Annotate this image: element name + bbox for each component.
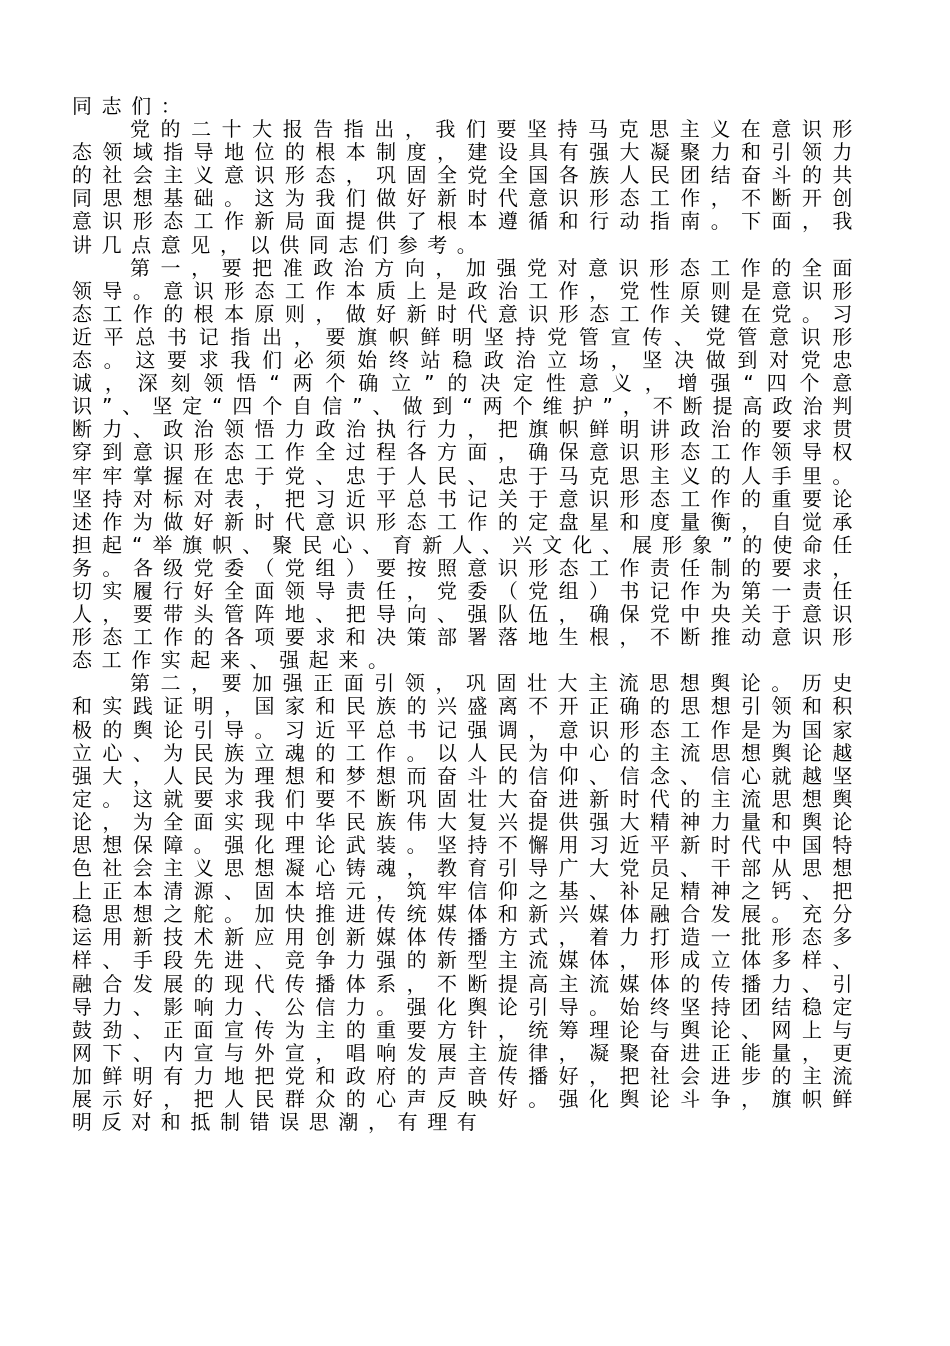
- paragraph-intro: 党的二十大报告指出，我们要坚持马克思主义在意识形态领域指导地位的根本制度，建设具有强大凝聚力和引领力的社会主义意识形态，巩固全党全国各族人民团结奋斗的共同思想基础。这为我们做好新时代意识形态工作，不断开创意识形态工作新局面提供了根本遵循和行动指南。下面，我讲几点意见，以供同志们参考。: [72, 117, 862, 257]
- salutation: 同志们：: [72, 94, 191, 118]
- paragraph-second-point: 第二，要加强正面引领，巩固壮大主流思想舆论。历史和实践证明，国家和民族的兴盛离不开正确的思想引领和积极的舆论引导。习近平总书记强调，意识形态工作是为国家立心、为民族立魂的工作。以人民为中心的主流思想舆论越强大，人民为理想和梦想而奋斗的信仰、信念、信心就越坚定。这就要求我们要不断巩固壮大奋进新时代的主流思想舆论，为全面实现中华民族伟大复兴提供强大精神力量和舆论思想保障。强化理论武装。坚持不懈用习近平新时代中国特色社会主义思想凝心铸魂，教育引导广大党员、干部从思想上正本清源、固本培元，筑牢信仰之基、补足精神之钙、把稳思想之舵。加快推进传统媒体和新兴媒体融合发展。充分运用新技术新应用创新媒体传播方式，着力打造一批形态多样、手段先进、竞争力强的新型主流媒体，形成立体多样、融合发展的现代传播体系，不断提高主流媒体的传播力、引导力、影响力、公信力。强化舆论引导。始终坚持团结稳定鼓劲、正面宣传为主的重要方针，统筹理论与舆论、网上与网下、内宣与外宣，唱响发展主旋律，凝聚奋进正能量，更加鲜明有力地把党和政府的声音传播好，把社会进步的主流展示好，把人民群众的心声反映好。强化舆论斗争，旗帜鲜明反对和抵制错误思潮，有理有: [72, 671, 862, 1135]
- paragraph-first-point: 第一，要把准政治方向，加强党对意识形态工作的全面领导。意识形态工作本质上是政治工作，党性原则是意识形态工作的根本原则，做好新时代意识形态工作关键在党。习近平总书记指出，要旗帜鲜明坚持党管宣传、党管意识形态。这要求我们必须始终站稳政治立场，坚决做到对党忠诚，深刻领悟“两个确立”的决定性意义，增强“四个意识”、坚定“四个自信”、做到“两个维护”，不断提高政治判断力、政治领悟力政治执行力，把旗帜鲜明讲政治的要求贯穿到意识形态工作全过程各方面，确保意识形态工作领导权牢牢掌握在忠于党、忠于人民、忠于马克思主义的人手里。坚持对标对表，把习近平总书记关于意识形态工作的重要论述作为做好新时代意识形态工作的定盘星和度量衡，自觉承担起“举旗帜、聚民心、育新人、兴文化、展形象”的使命任务。各级党委（党组）要按照意识形态工作责任制的要求，切实履行好全面领导责任，党委（党组）书记作为第一责任人，要带头管阵地、把导向、强队伍，确保党中央关于意识形态工作的各项要求和决策部署落地生根，不断推动意识形态工作实起来、强起来。: [72, 255, 862, 673]
- document-body: [72, 95, 862, 1134]
